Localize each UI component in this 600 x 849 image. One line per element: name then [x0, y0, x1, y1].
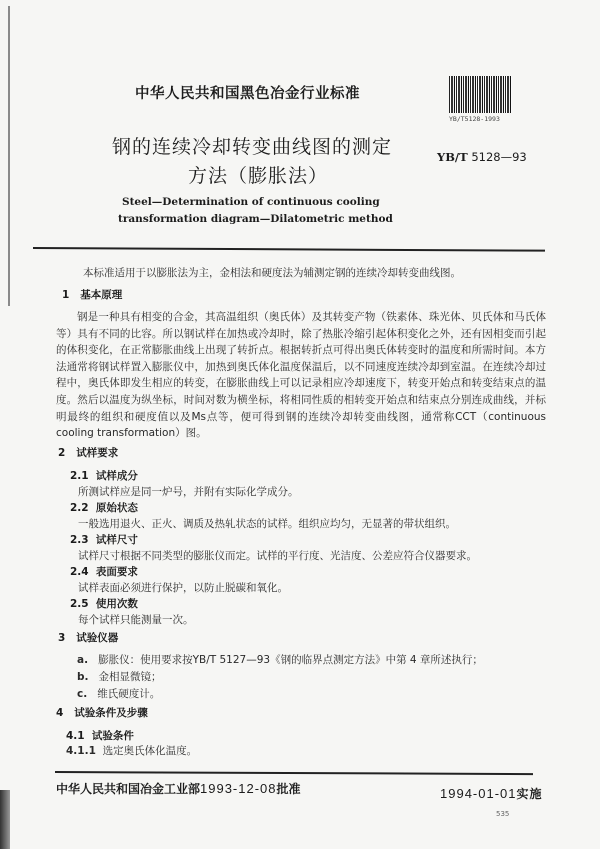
title-en-line2: transformation diagram—Dilatometric method — [118, 213, 393, 225]
barcode-label: YB/T5128-1993 — [449, 115, 500, 123]
subsection-2-3-body: 试样尺寸根据不同类型的膨胀仪而定。试样的平行度、光洁度、公差应符合仪器要求。 — [78, 550, 477, 562]
subsection-2-1-body: 所测试样应是同一炉号，并附有实际化学成分。 — [78, 486, 299, 498]
subsection-2-3-heading: 2.3 试样尺寸 — [70, 534, 138, 546]
subsection-2-2-heading: 2.2 原始状态 — [70, 502, 138, 514]
instrument-item-a: a. 膨胀仪：使用要求按YB/T 5127—93《钢的临界点测定方法》中第 4 章所述执行； — [77, 654, 483, 666]
effective-date-line: 1994-01-01实施 — [440, 786, 543, 801]
section-4-heading: 4 试验条件及步骤 — [56, 707, 148, 719]
header-divider — [33, 247, 545, 252]
subsection-2-2-body: 一般选用退火、正火、调质及热轧状态的试样。组织应均匀，无显著的带状组织。 — [78, 518, 456, 530]
subsection-2-1-heading: 2.1 试样成分 — [70, 470, 138, 482]
title-cn-line2: 方法（膨胀法） — [188, 165, 329, 187]
issuing-body: 中华人民共和国黑色冶金行业标准 — [135, 86, 360, 102]
title-en-line1: Steel—Determination of continuous cooling — [122, 196, 380, 208]
section-1-body: 钢是一种具有相变的合金，其高温组织（奥氏体）及其转变产物（铁素体、珠光体、贝氏体和马氏体等）具有不同的比容。所以钢试样在加热或冷却时，除了热胀冷缩引起体积变化之外，还有因相变而引起的体积变化，在正常膨胀曲线上出现了转折点。根据转折点可得出奥氏体转变时的温度和所需时间。本方法通常将钢试样置入膨胀仪中，加热到奥氏体化温度保温后，以不同速度连续冷却到室温。在连续冷却过程中，奥氏体即发生相应的转变，在膨胀曲线上可以记录相应冷却速度下，转变开始点和转变结束点的温度。然后以温度为纵坐标，时间对数为横坐标，将相同性质的相转变开始点和结束点分别连成曲线，并标明最终的组织和硬度值以及Ms点等，便可得到钢的连续冷却转变曲线图，通常称CCT（continuous cooling transformation）图。 — [56, 311, 546, 440]
section-1-heading: 1 基本原理 — [62, 289, 123, 301]
title-cn-line1: 钢的连续冷却转变曲线图的测定 — [112, 136, 393, 158]
binding-edge — [8, 6, 10, 306]
section-3-heading: 3 试验仪器 — [58, 632, 119, 644]
approval-line: 中华人民共和国冶金工业部1993-12-08批准 — [56, 781, 301, 796]
subsection-2-5-heading: 2.5 使用次数 — [70, 598, 138, 610]
subsection-2-4-heading: 2.4 表面要求 — [70, 566, 138, 578]
footer-divider — [55, 771, 533, 775]
subsection-4-1-1: 4.1.1 选定奥氏体化温度。 — [66, 745, 198, 757]
subsection-4-1-heading: 4.1 试验条件 — [66, 730, 134, 742]
subsection-2-4-body: 试样表面必须进行保护，以防止脱碳和氧化。 — [78, 582, 288, 594]
page-number: 535 — [496, 810, 510, 818]
standard-prefix: YB/T — [437, 150, 468, 164]
section-2-heading: 2 试样要求 — [58, 447, 119, 459]
intro-paragraph: 本标准适用于以膨胀法为主，金相法和硬度法为辅测定钢的连续冷却转变曲线图。 — [83, 267, 461, 279]
binding-shadow — [0, 790, 10, 849]
instrument-item-c: c. 维氏硬度计。 — [77, 688, 161, 700]
instrument-item-b: b. 金相显微镜； — [77, 671, 162, 683]
standard-number: 5128—93 — [471, 150, 527, 164]
barcode-icon — [449, 76, 512, 113]
standard-code — [437, 150, 527, 164]
subsection-2-5-body: 每个试样只能测量一次。 — [78, 614, 194, 626]
